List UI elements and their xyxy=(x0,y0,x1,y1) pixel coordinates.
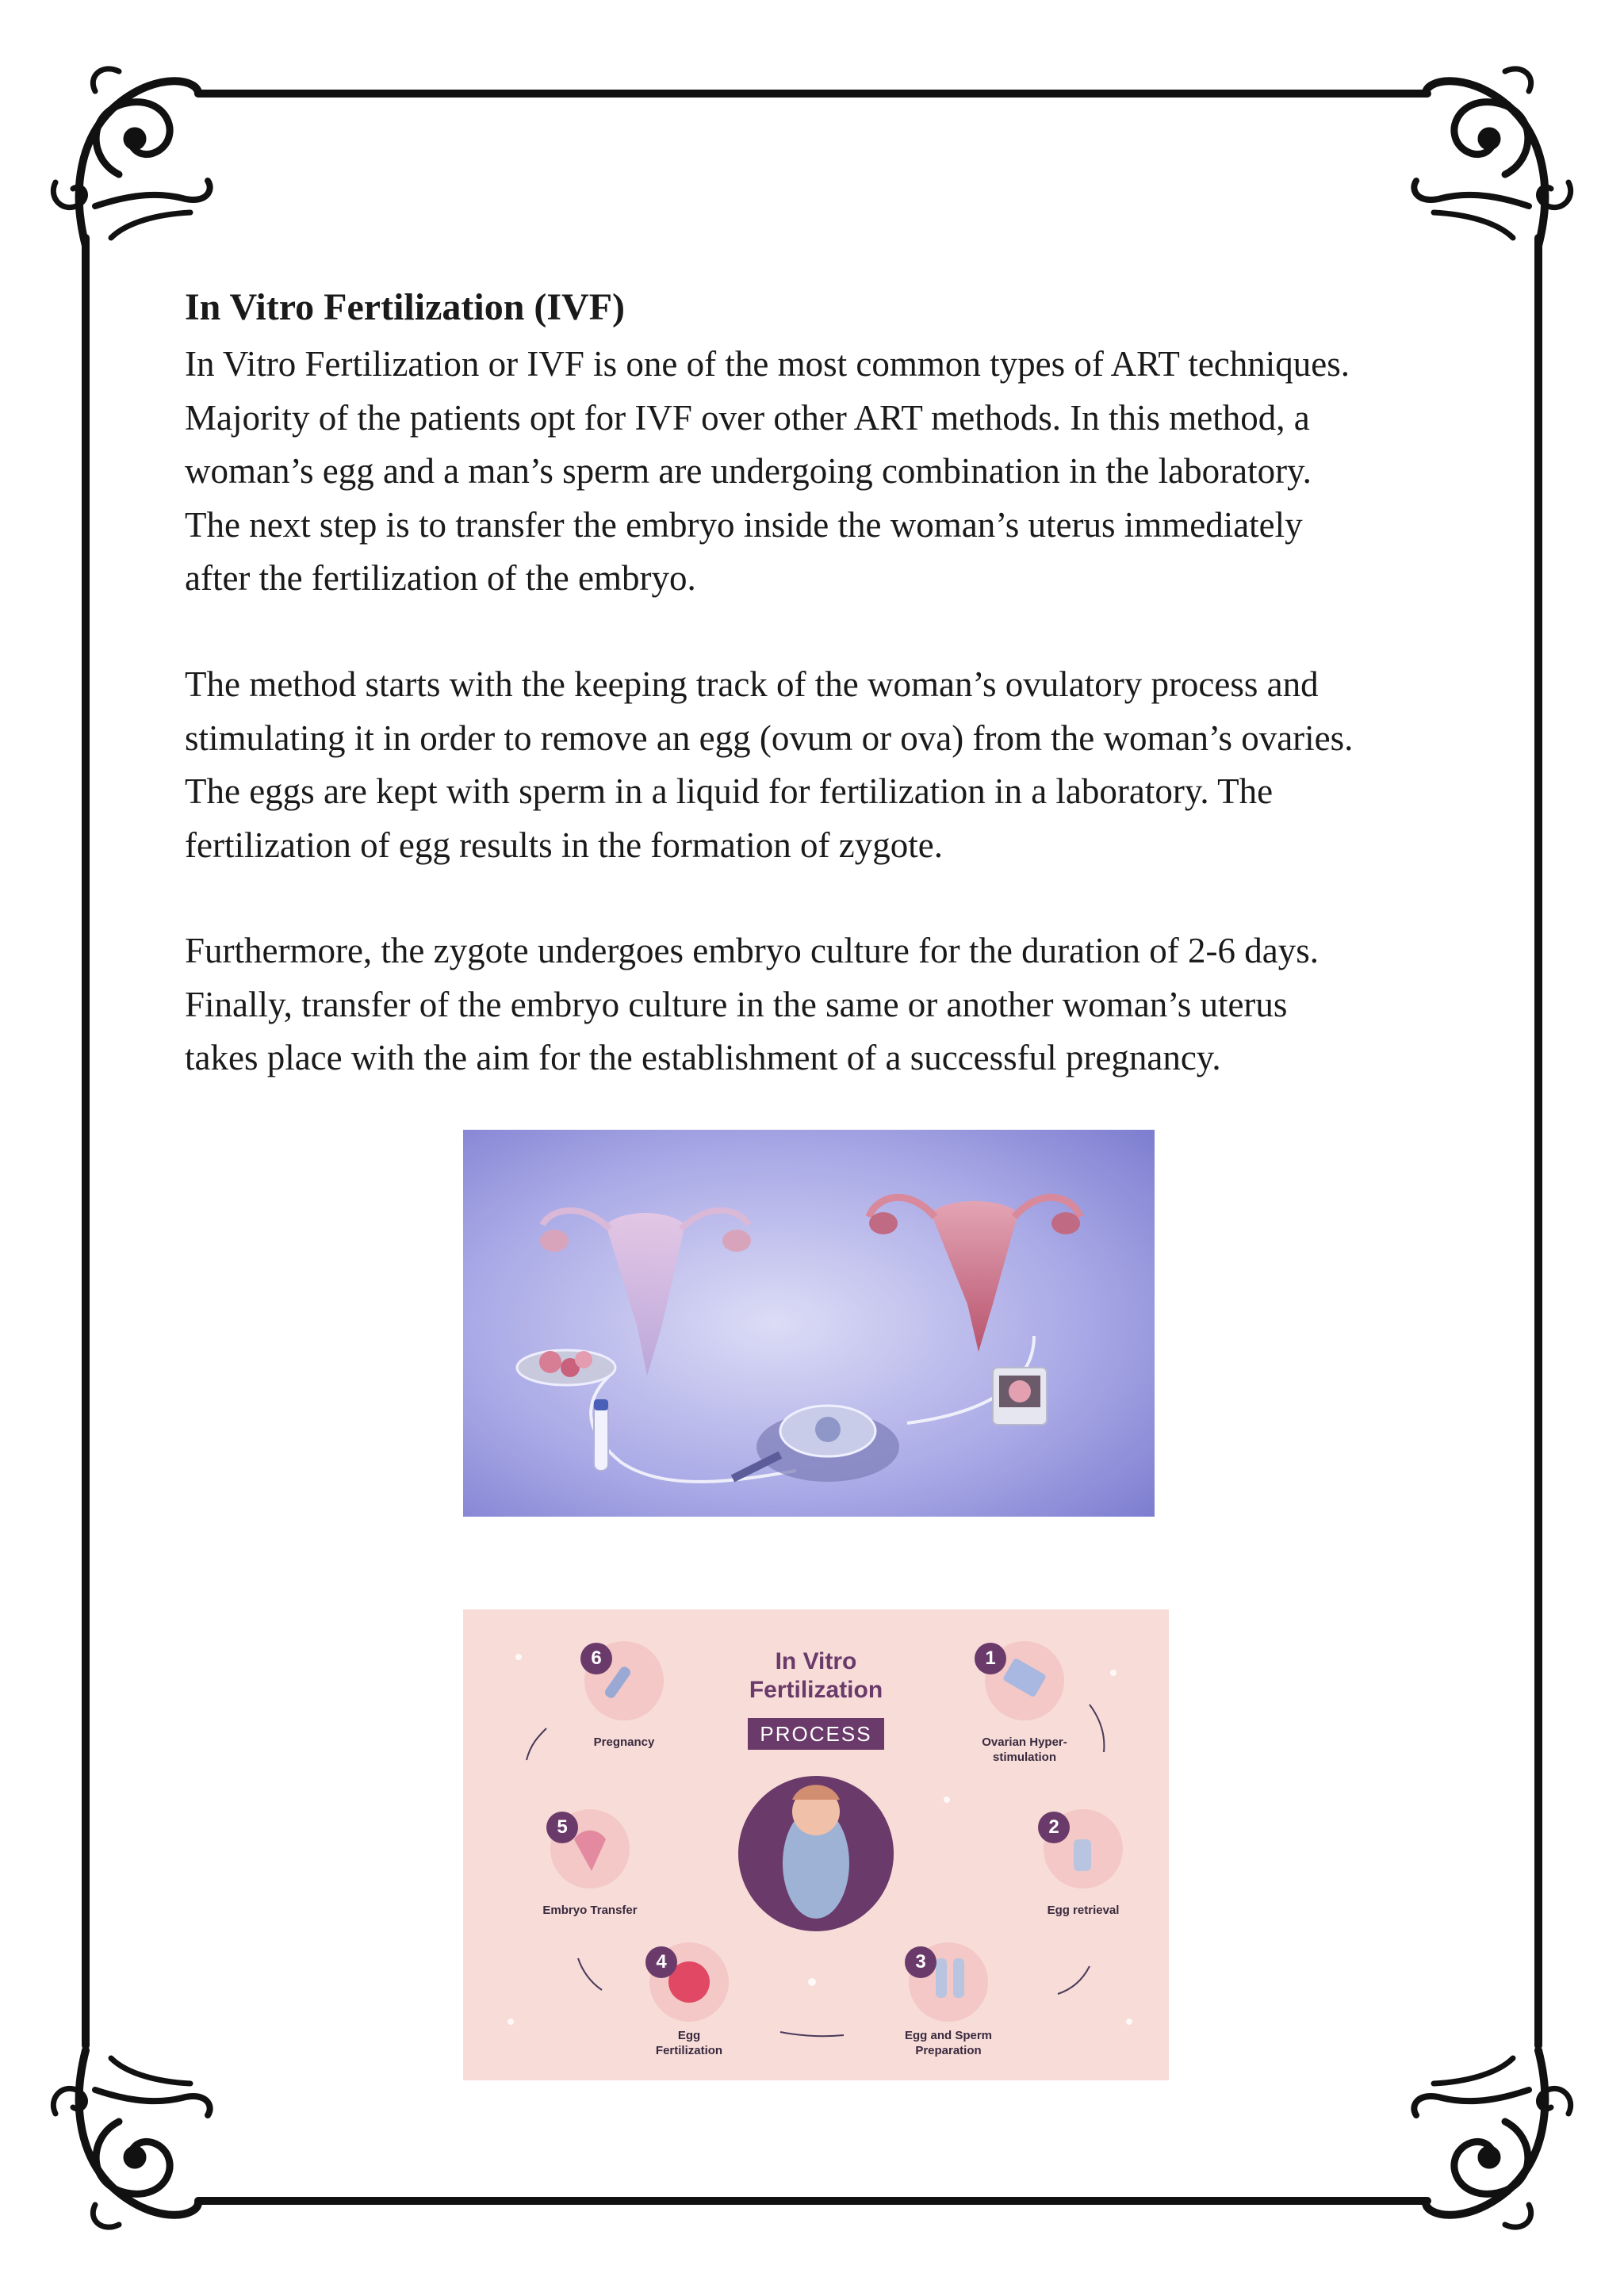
text-line: Finally, transfer of the embryo culture in the same or another woman’s uterus xyxy=(185,984,1288,1024)
text-line: Majority of the patients opt for IVF over other ART methods. In this method, a xyxy=(185,397,1310,438)
title-line: In Vitro xyxy=(775,1648,857,1674)
petri-dish-icon xyxy=(517,1350,615,1385)
label-line: Egg xyxy=(677,2029,701,2042)
label-line: Embryo Transfer xyxy=(542,1904,638,1917)
sperm-tube-icon xyxy=(936,1958,947,1998)
step-4-label xyxy=(634,2028,745,2058)
title-line: Fertilization xyxy=(749,1677,883,1703)
test-tube-icon xyxy=(594,1399,608,1471)
step-5-label xyxy=(519,1903,661,1918)
text-line: The next step is to transfer the embryo inside the woman’s uterus immediately xyxy=(185,504,1303,545)
corner-ornament-top-left xyxy=(53,69,209,246)
step-1-label xyxy=(963,1735,1086,1765)
text-line: stimulating it in order to remove an egg (ovum or ova) from the woman’s ovaries. xyxy=(185,718,1354,758)
text-line: The eggs are kept with sperm in a liquid for fertilization in a laboratory. The xyxy=(185,771,1274,811)
paragraph-2 xyxy=(185,658,1565,872)
infographic-title xyxy=(463,1647,1169,1705)
step-5-number: 5 xyxy=(546,1812,578,1843)
step-6-label xyxy=(569,1735,680,1750)
step-6-number: 6 xyxy=(580,1643,612,1674)
step-3-number: 3 xyxy=(905,1946,936,1978)
paragraph-1 xyxy=(185,338,1565,606)
corner-ornament-bottom-right xyxy=(1414,2050,1570,2227)
text-line: In Vitro Fertilization or IVF is one of the most common types of ART techniques. xyxy=(185,344,1350,384)
paragraph-3 xyxy=(185,924,1565,1085)
process-badge-label: PROCESS xyxy=(760,1722,872,1746)
label-line: Egg and Sperm xyxy=(904,2029,993,2042)
step-4-number: 4 xyxy=(645,1946,677,1978)
egg-retrieval-icon xyxy=(1074,1839,1091,1871)
label-line: stimulation xyxy=(992,1751,1056,1764)
text-line: The method starts with the keeping track of the woman’s ovulatory process and xyxy=(185,664,1319,704)
text-line: Furthermore, the zygote undergoes embryo culture for the duration of 2-6 days. xyxy=(185,931,1320,970)
step-3-label xyxy=(885,2028,1012,2058)
egg-tube-icon xyxy=(953,1958,964,1998)
label-line: Fertilization xyxy=(655,2044,723,2057)
text-line: takes place with the aim for the establishment of a successful pregnancy. xyxy=(185,1038,1221,1077)
step-2-number: 2 xyxy=(1038,1812,1070,1843)
baby-icon xyxy=(738,1776,894,1931)
label-line: Ovarian Hyper- xyxy=(982,1735,1067,1749)
corner-ornament-top-right xyxy=(1414,69,1570,246)
text-line: after the fertilization of the embryo. xyxy=(185,558,696,598)
ivf-process-infographic xyxy=(463,1609,1169,2080)
label-line: Pregnancy xyxy=(593,1735,655,1749)
ivf-cycle-illustration xyxy=(463,1130,1155,1517)
text-line: woman’s egg and a man’s sperm are undergoing combination in the laboratory. xyxy=(185,451,1312,491)
text-line: fertilization of egg results in the formation of zygote. xyxy=(185,825,943,865)
article-title: In Vitro Fertilization (IVF) xyxy=(185,286,626,328)
step-1-number: 1 xyxy=(975,1643,1006,1674)
embryo-monitor-icon xyxy=(993,1368,1047,1425)
corner-ornament-bottom-left xyxy=(53,2050,209,2227)
step-2-label xyxy=(1028,1903,1139,1918)
label-line: Egg retrieval xyxy=(1047,1904,1120,1917)
label-line: Preparation xyxy=(915,2044,982,2057)
